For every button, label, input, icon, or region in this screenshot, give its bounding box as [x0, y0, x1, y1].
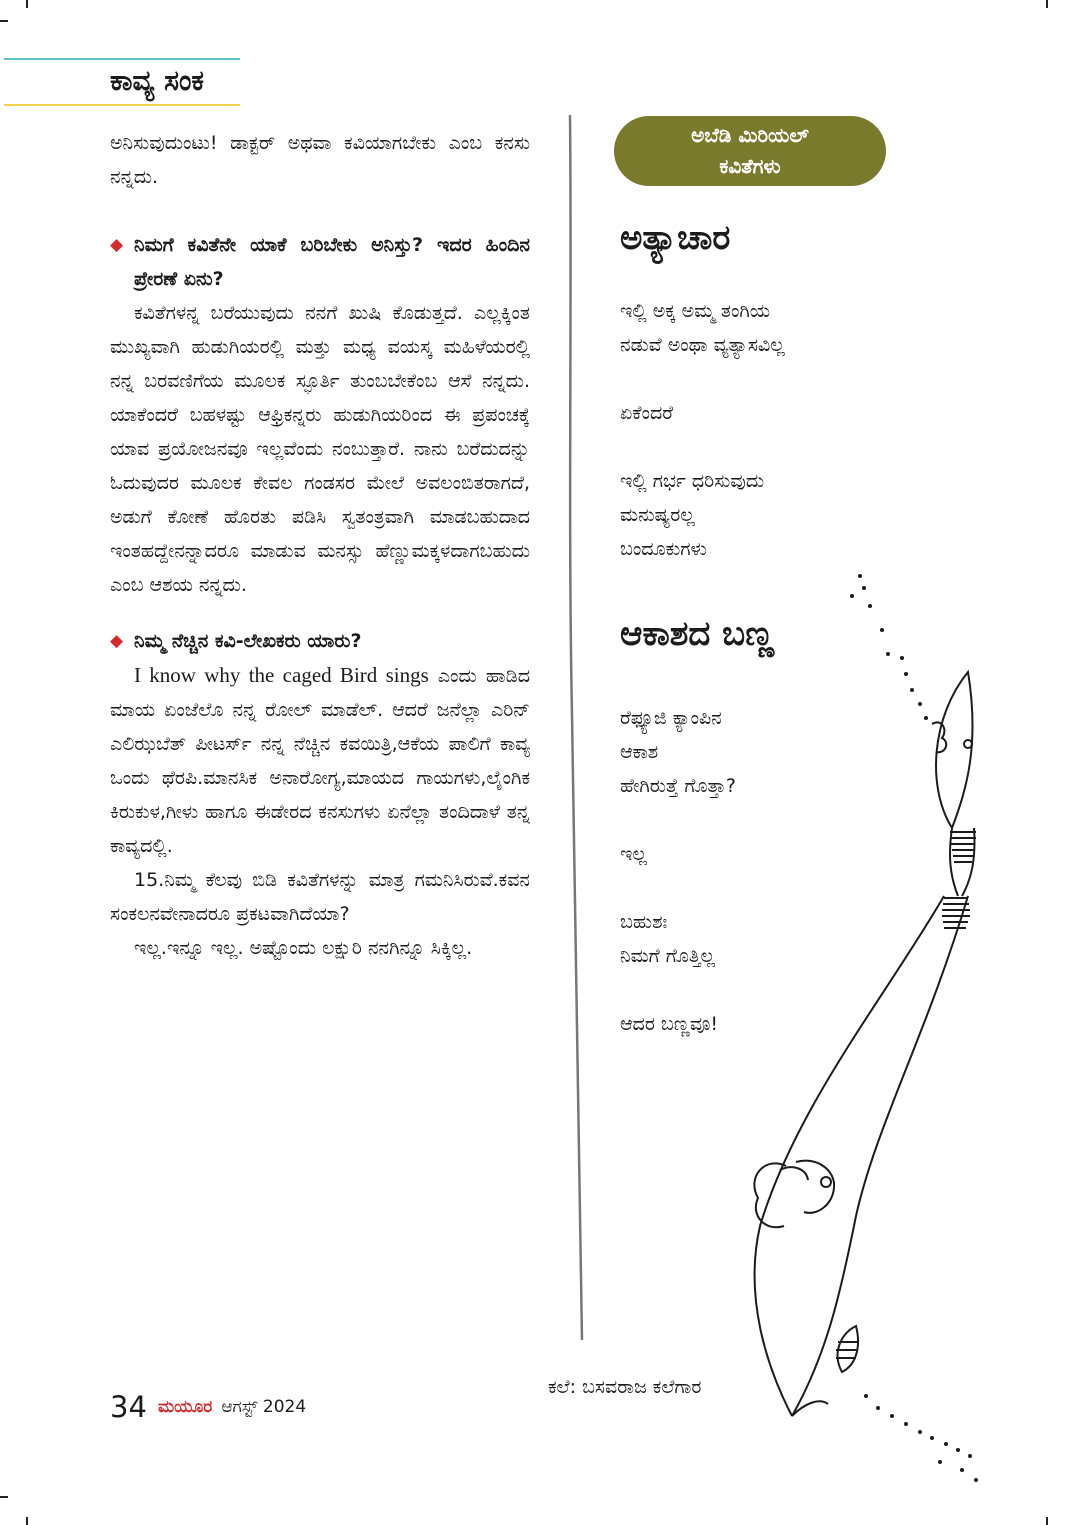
diamond-bullet-icon: ◆	[110, 235, 124, 255]
crop-mark	[26, 1517, 28, 1525]
question-plain: 15.ನಿಮ್ಮ ಕೆಲವು ಬಿಡಿ ಕವಿತೆಗಳನ್ನು ಮಾತ್ರ ಗಮನಿಸಿರುವೆ.ಕವನ ಸಂಕಲನವೇನಾದರೂ ಪ್ರಕಟವಾಗಿದೆಯಾ?	[110, 869, 530, 925]
hourglass-illustration	[736, 566, 996, 1500]
answer: ಕವಿತೆಗಳನ್ನ ಬರೆಯುವುದು ನನಗೆ ಖುಷಿ ಕೊಡುತ್ತದೆ. ಎಲ್ಲಕ್ಕಿಂತ ಮುಖ್ಯವಾಗಿ ಹುಡುಗಿಯರಲ್ಲಿ ಮತ್ತು ಮಧ್ಯ ವಯಸ್ಕ ಮಹಿಳೆಯರಲ್ಲಿ ನನ್ನ ಬರವಣಿಗೆಯ ಮೂಲಕ ಸ್ಫೂರ್ತಿ ತುಂಬಬೇಕೆಂಬ ಆಸೆ ನನ್ನದು. ಯಾಕೆಂದರೆ ಬಹಳಷ್ಟು ಆಫ್ರಿಕನ್ನರು ಹುಡುಗಿಯರಿಂದ ಈ ಪ್ರಪಂಚಕ್ಕೆ ಯಾವ ಪ್ರಯೋಜನವೂ ಇಲ್ಲವೆಂದು ನಂಬುತ್ತಾರೆ. ನಾನು ಬರೆದುದನ್ನು ಓದುವುದರ ಮೂಲಕ ಕೇವಲ ಗಂಡಸರ ಮೇಲೆ ಅವಲಂಬಿತರಾಗದೆ, ಅಡುಗೆ ಕೋಣೆ ಹೊರತು ಪಡಿಸಿ ಸ್ವತಂತ್ರವಾಗಿ ಮಾಡಬಹುದಾದ ಇಂತಹದ್ದೇನನ್ನಾದರೂ ಮಾಡುವ ಮನಸ್ಸು ಹೆಣ್ಣುಮಕ್ಕಳದಾಗಬಹುದು ಎಂಬ ಆಶಯ ನನ್ನದು.	[110, 302, 530, 596]
poem-line	[620, 803, 736, 837]
poem-line: ರೆಫ್ಯೂಜಿ ಕ್ಯಾಂಪಿನ	[620, 707, 722, 729]
poem-line	[620, 973, 736, 1007]
section-title: ಕಾವ್ಯ ಸಂಕ	[110, 64, 204, 97]
paragraph: ಅನಿಸುವುದುಂಟು! ಡಾಕ್ಟರ್ ಅಥವಾ ಕವಿಯಾಗಬೇಕು ಎಂಬ ಕನಸು ನನ್ನದು.	[110, 132, 530, 188]
question: ◆ ನಿಮಗೆ ಕವಿತೆನೇ ಯಾಕೆ ಬರಿಬೇಕು ಅನಿಸ್ತು? ಇದರ ಹಿಂದಿನ ಪ್ರೇರಣೆ ಏನು?	[110, 228, 530, 296]
column-divider	[566, 115, 586, 1340]
poem-line: ಇಲ್ಲಿ ಗರ್ಭ ಧರಿಸುವುದು	[620, 470, 765, 492]
poem-line: ಬಂದೂಕುಗಳು	[620, 538, 707, 560]
diamond-bullet-icon: ◆	[110, 631, 124, 651]
poem-body	[620, 701, 736, 1041]
question: ◆ ನಿಮ್ಮ ನೆಚ್ಚಿನ ಕವಿ-ಲೇಖಕರು ಯಾರು?	[110, 624, 530, 658]
answer: I know why the caged Bird sings ಎಂದು ಹಾಡಿದ ಮಾಯ ಏಂಜೆಲೊ ನನ್ನ ರೋಲ್ ಮಾಡೆಲ್. ಆದರೆ ಜನೆಲ್ಲಾ ಎರಿನ್ ಎಲಿಝಬೆತ್ ಪೀಟರ್ಸ್ ನನ್ನ ನೆಚ್ಚಿನ ಕವಯಿತ್ರಿ,ಆಕೆಯ ಪಾಲಿಗೆ ಕಾವ್ಯ ಒಂದು ಥೆರಪಿ.ಮಾನಸಿಕ ಅನಾರೋಗ್ಯ,ಮಾಯದ ಗಾಯಗಳು,ಲೈಂಗಿಕ ಕಿರುಕುಳ,ಗೀಳು ಹಾಗೂ ಈಡೇರದ ಕನಸುಗಳು ಏನೆಲ್ಲಾ ತಂದಿದಾಳೆ ತನ್ನ ಕಾವ್ಯದಲ್ಲಿ.	[110, 663, 530, 857]
header-rule-bottom	[4, 104, 240, 106]
issue-date: ಆಗಸ್ಟ್ 2024	[221, 1397, 307, 1417]
poem-line: ಆದರ ಬಣ್ಣವೂ!	[620, 1013, 719, 1035]
poem-body	[620, 294, 785, 566]
illustration-credit: ಕಲೆ: ಬಸವರಾಜ ಕಲೆಗಾರ	[548, 1376, 702, 1398]
poem-line: ಹೇಗಿರುತ್ತೆ ಗೊತ್ತಾ?	[620, 775, 737, 797]
poem-line	[620, 430, 785, 464]
poem-title: ಆಕಾಶದ ಬಣ್ಣ	[620, 614, 775, 654]
crop-mark	[26, 0, 28, 8]
poem-line: ಆಕಾಶ	[620, 741, 659, 763]
poem-line	[620, 362, 785, 396]
poem-line	[620, 871, 736, 905]
header-rule-top	[4, 58, 240, 60]
magazine-name: ಮಯೂರ	[158, 1397, 213, 1417]
page-number: 34	[110, 1390, 147, 1424]
poem-line: ಏಕೆಂದರೆ	[620, 402, 674, 424]
poem-line: ನಿಮಗೆ ಗೊತ್ತಿಲ್ಲ	[620, 945, 716, 967]
poet-name-badge: ಅಬೆಡಿ ಮಿರಿಯಲ್ ಕವಿತೆಗಳು	[614, 116, 886, 186]
poem-line: ಮನುಷ್ಯರಲ್ಲ	[620, 504, 695, 526]
poem-line: ಬಹುಶಃ	[620, 911, 668, 933]
page-footer	[110, 1390, 306, 1424]
poem-line: ಇಲ್ಲ	[620, 843, 647, 865]
crop-mark	[1046, 0, 1048, 8]
poem-line: ಇಲ್ಲಿ ಅಕ್ಕ ಅಮ್ಮ ತಂಗಿಯ	[620, 300, 771, 322]
poem-line: ನಡುವೆ ಅಂಥಾ ವ್ಯತ್ಯಾಸವಿಲ್ಲ	[620, 334, 785, 356]
book-title: I know why the caged Bird sings	[134, 663, 429, 687]
section-header	[4, 58, 242, 108]
crop-mark	[0, 20, 8, 22]
crop-mark	[0, 1496, 8, 1498]
answer: ಇಲ್ಲ.ಇನ್ನೂ ಇಲ್ಲ. ಅಷ್ಟೊಂದು ಲಕ್ಷುರಿ ನನಗಿನ್ನೂ ಸಿಕ್ಕಿಲ್ಲ.	[134, 937, 473, 959]
interview-column	[110, 126, 530, 965]
crop-mark	[1046, 1517, 1048, 1525]
poem-title: ಅತ್ಯಾಚಾರ	[620, 218, 731, 258]
